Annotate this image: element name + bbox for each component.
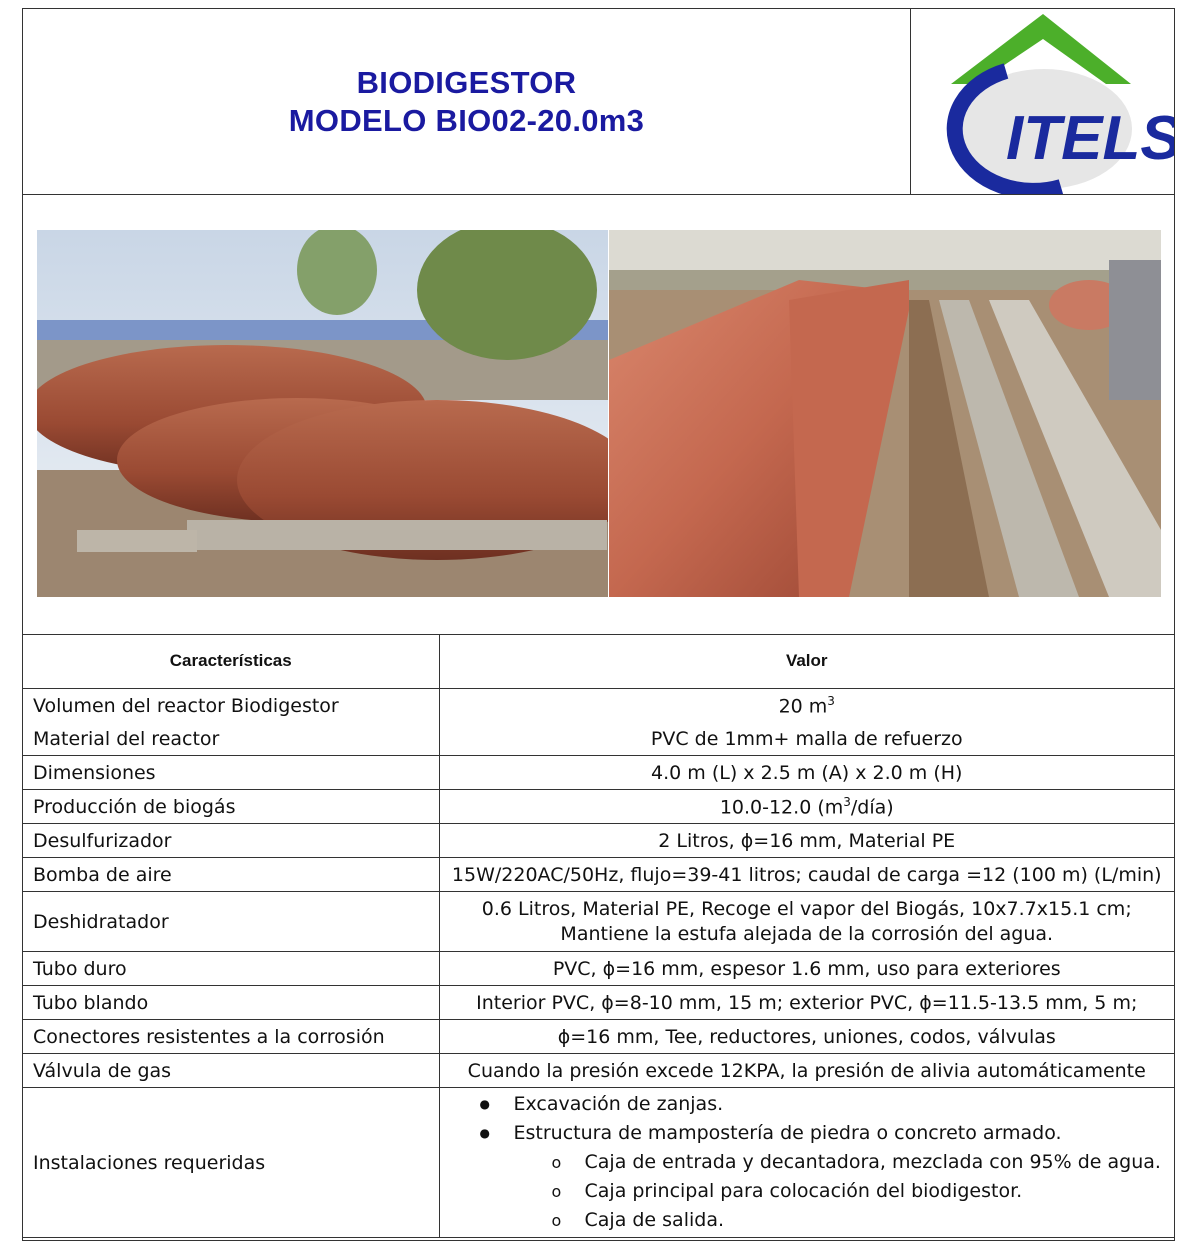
row-name: Producción de biogás (23, 790, 439, 824)
list-item: o Caja de entrada y decantadora, mezclada con 95% de agua. (440, 1148, 1175, 1177)
logo-text: ITELS (1006, 104, 1174, 173)
row-value: Cuando la presión excede 12KPA, la presión de alivia automáticamente (439, 1054, 1174, 1088)
row-name: Bomba de aire (23, 858, 439, 892)
title-cell (23, 9, 911, 194)
title-line-1: BIODIGESTOR (356, 64, 577, 100)
row-value: ϕ=16 mm, Tee, reductores, uniones, codos, válvulas (439, 1020, 1174, 1054)
table-row (23, 952, 1174, 986)
row-value: 15W/220AC/50Hz, flujo=39-41 litros; caudal de carga =12 (100 m) (L/min) (439, 858, 1174, 892)
header (23, 9, 1174, 195)
list-item: o Caja principal para colocación del biodigestor. (440, 1177, 1175, 1206)
row-name: Volumen del reactor Biodigestor (23, 689, 439, 723)
row-name: Conectores resistentes a la corrosión (23, 1020, 439, 1054)
row-value: 20 $m^3$ (439, 689, 1174, 723)
specifications-table (23, 634, 1174, 1238)
photo-biodigesters-yard (37, 230, 608, 597)
row-name: Instalaciones requeridas (23, 1088, 439, 1238)
table-row (23, 756, 1174, 790)
row-name: Desulfurizador (23, 824, 439, 858)
table-row (23, 986, 1174, 1020)
row-value: 0.6 Litros, Material PE, Recoge el vapor del Biogás, 10x7.7x15.1 cm; Mantiene la estufa alejada de la corrosión del agua. (439, 892, 1174, 952)
row-name: Material del reactor (23, 723, 439, 756)
row-value: PVC, ϕ=16 mm, espesor 1.6 mm, uso para exteriores (439, 952, 1174, 986)
table-row (23, 892, 1174, 952)
table-row (23, 723, 1174, 756)
row-value: 4.0 m (L) x 2.5 m (A) x 2.0 m (H) (439, 756, 1174, 790)
header-value: Valor (439, 634, 1174, 689)
row-name: Deshidratador (23, 892, 439, 952)
header-characteristics: Características (23, 634, 439, 689)
itels-logo (911, 9, 1174, 194)
row-value: PVC de 1mm+ malla de refuerzo (439, 723, 1174, 756)
table-row (23, 1054, 1174, 1088)
row-name: Dimensiones (23, 756, 439, 790)
table-row (23, 1088, 1174, 1238)
row-name: Tubo duro (23, 952, 439, 986)
row-name: Tubo blando (23, 986, 439, 1020)
row-name: Válvula de gas (23, 1054, 439, 1088)
row-value: Interior PVC, ϕ=8-10 mm, 15 m; exterior PVC, ϕ=11.5-13.5 mm, 5 m; (439, 986, 1174, 1020)
table-header-row (23, 634, 1174, 689)
row-value: 2 Litros, ϕ=16 mm, Material PE (439, 824, 1174, 858)
title-line-2: MODELO BIO02-20.0m3 (288, 102, 645, 138)
list-item: ● Excavación de zanjas. (440, 1090, 1175, 1119)
photo-biodigesters-channels (609, 230, 1161, 597)
row-value: 10.0-12.0 $(m^3/día)$ (439, 790, 1174, 824)
photos-section (23, 194, 1174, 635)
spec-sheet (22, 8, 1175, 1241)
row-value (439, 1088, 1174, 1238)
logo-cell (911, 9, 1174, 194)
list-item: o Caja de salida. (440, 1206, 1175, 1235)
table-row (23, 824, 1174, 858)
list-item: ● Estructura de mampostería de piedra o concreto armado. (440, 1119, 1175, 1148)
table-row (23, 689, 1174, 723)
table-row (23, 790, 1174, 824)
table-row (23, 1020, 1174, 1054)
installation-list (440, 1090, 1175, 1235)
table-row (23, 858, 1174, 892)
